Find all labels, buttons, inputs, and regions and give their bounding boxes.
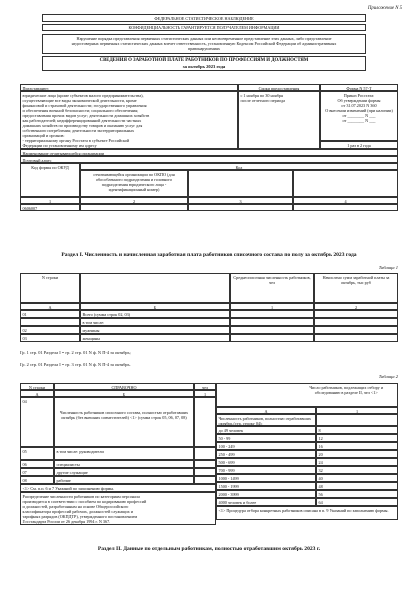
order-line: от ________ N ___ (342, 117, 376, 123)
note-line: тарифных разрядов (ОКПДТР), утвержденного постановлением (22, 513, 138, 519)
t1-head-salary: Начислено сумм заработной платы за октябрь, тыс руб (314, 273, 398, 303)
table1 (20, 273, 398, 343)
who-line: осуществляющие все виды экономической деятельности, кроме (22, 97, 137, 103)
header-block (42, 14, 366, 71)
code-desc-line: подразделения юридического лица - (101, 181, 167, 187)
periodicity: 1 раз в 2 года (320, 141, 398, 149)
t2-input[interactable] (194, 468, 216, 476)
t2-row-name: Численность работников списочного состава, полностью отработавших октябрь (без внешних совместителей) <1> (сумма строк 05, 06, 07, 08) (54, 397, 194, 447)
t1-letter: 1 (230, 303, 314, 310)
t2r-value: 40 (316, 474, 398, 482)
t2-row-name: в том числе: руководители (54, 447, 194, 460)
t2r-value: 16 (316, 442, 398, 450)
t1-row-name: женщины (80, 334, 230, 342)
t2-row-name: другие служащие (54, 468, 194, 476)
t2-note (20, 492, 216, 525)
t2-footnote: <1> См. п.п. 6 и 7 Указаний по заполнению формы. (20, 484, 216, 492)
t2r-header: Число работников, подлежащих отбору и обследованию в разделе II, чел <1> (216, 383, 398, 407)
t1-row-n: 03 (20, 334, 80, 342)
t2-input[interactable] (194, 397, 216, 447)
okud-label: Код формы по ОКУД (20, 163, 80, 197)
t1-row-name: мужчины (80, 326, 230, 334)
table2-right (216, 383, 398, 538)
t1-head-name (80, 273, 230, 303)
t1-letter: 2 (314, 303, 398, 310)
t1-letter: А (20, 303, 80, 310)
postal-address-field[interactable]: Почтовый адрес ___________________________________________ (20, 156, 398, 163)
order-line: от ________ N ___ (342, 112, 376, 118)
when-line: с 1 ноября по 30 ноября (240, 92, 283, 98)
who-line: как работодателей; недифференцированной деятельности частных (22, 117, 142, 123)
who-line: организаций и органов: (22, 133, 65, 139)
t2r-range: 700 - 999 (216, 466, 316, 474)
t1-input[interactable] (230, 326, 314, 334)
t2r-caption-blank (316, 414, 398, 426)
t1-row-name: Всего (сумма строк 02, 03) (80, 310, 230, 318)
t1-input[interactable] (314, 326, 398, 334)
t1-letter: Б (80, 303, 230, 310)
check-rule-2: Гр. 2 стр. 01 Раздела I = гр. 3 стр. 01 N ф. N П-4 за октябрь. (20, 362, 131, 367)
col-num-2: 2 (80, 197, 188, 204)
col-form-header: Форма N 57-Т (320, 84, 398, 91)
t2r-range: 50 - 99 (216, 434, 316, 442)
t2r-range: 250 - 499 (216, 450, 316, 458)
order-text (320, 91, 398, 141)
col-when-header: Сроки предоставления (238, 84, 320, 91)
t1-row-n: 01 (20, 310, 80, 318)
t1-input[interactable] (230, 334, 314, 342)
col-num-4: 4 (293, 197, 398, 204)
t2-row-n: 07 (20, 468, 54, 476)
col-num-3: 3 (188, 197, 293, 204)
t2r-range: 500 - 699 (216, 458, 316, 466)
t2r-range: 4000 человек и более (216, 498, 316, 506)
t2-letter: 1 (194, 390, 216, 397)
t2-row-n: 05 (20, 447, 54, 460)
t2r-range: 1500 - 1999 (216, 482, 316, 490)
section1-title: Раздел I. Численность и начисленная заработная плата работников списочного состава по полу за октябрь 2023 года (61, 252, 357, 258)
who-line: Федерации по установленному им адресу (22, 143, 97, 149)
check-rule-1: Гр. 1 стр. 01 Раздела I = гр. 2 стр. 01 N ф. N П-4 за октябрь; (20, 350, 131, 355)
report-title (42, 56, 366, 72)
t2-input[interactable] (194, 476, 216, 484)
note-line: и должностей, разработанным на основе Общероссийского (22, 503, 129, 509)
t2r-value: 24 (316, 458, 398, 466)
report-title-period: за октябрь 2023 года (182, 63, 226, 69)
t2r-value: 32 (316, 466, 398, 474)
note-line: Распределение численности работников по категориям персонала (22, 493, 140, 499)
report-title-main: СВЕДЕНИЯ О ЗАРАБОТНОЙ ПЛАТЕ РАБОТНИКОВ ПО ПРОФЕССИЯМ И ДОЛЖНОСТЯМ (99, 57, 309, 63)
t2-input[interactable] (194, 447, 216, 460)
table2-label: Таблица 2 (378, 374, 398, 379)
t1-input[interactable] (230, 310, 314, 318)
t1-head-n: N строки (20, 273, 80, 303)
t2r-value: 64 (316, 498, 398, 506)
who-line: юридические лица (кроме субъектов малого предпринимательства), (22, 92, 144, 98)
t2r-range: 100 - 249 (216, 442, 316, 450)
t2r-range: 1000 - 1499 (216, 474, 316, 482)
who-line: - территориальному органу Росстата в субъекте Российской (22, 138, 130, 144)
t2-letter: Б (54, 390, 194, 397)
code-input-3[interactable] (188, 204, 293, 211)
t1-row-n: 02 (20, 326, 80, 334)
t2-row-name: специалисты (54, 460, 194, 468)
col-num-1: 1 (20, 197, 80, 204)
deadline-text (238, 91, 320, 149)
code-label: Код (80, 163, 398, 170)
order-line: Об утверждении формы (337, 97, 381, 103)
t2-input[interactable] (194, 460, 216, 468)
section2-title: Раздел II. Данные по отдельным работникам, полностью отработавшим октябрь 2023 г. (97, 546, 321, 552)
code-blank-1 (188, 170, 293, 197)
t2-letter: А (20, 390, 54, 397)
who-line: домашних хозяйств по производству товаров и оказанию услуг для (22, 123, 143, 129)
note-line: производится в соответствии с пособием по кодированию профессий (22, 498, 147, 504)
t2r-range: 2000 - 3999 (216, 490, 316, 498)
okpo-desc (80, 170, 188, 197)
t1-input[interactable] (314, 334, 398, 342)
t1-input[interactable] (230, 318, 314, 326)
note-line: Госстандарта России от 26 декабря 1994 г. N 367. (22, 518, 111, 524)
t1-row-name: в том числе: (80, 318, 230, 326)
t2-head-ref: СПРАВОЧНО (54, 383, 194, 390)
t1-row-n (20, 318, 80, 326)
okud-code: 0606007 (20, 204, 80, 211)
t1-head-headcount: Среднесписочная численность работников, чел (230, 273, 314, 303)
t2r-value: 20 (316, 450, 398, 458)
code-desc-line: идентификационный номер) (108, 186, 160, 192)
order-line: от 31.07.2023 N 360 (341, 102, 377, 108)
appendix-label: Приложение N 5 (367, 6, 402, 11)
t1-input[interactable] (314, 310, 398, 318)
t2r-footnote: <1> Процедура отбора конкретных работников описана в п. 9 Указаний по заполнению формы. (216, 506, 398, 520)
t2-row-n: 06 (20, 460, 54, 468)
who-line: предоставления прочих видов услуг; деятельности домашних хозяйств (22, 112, 150, 118)
who-line: финансовой и страховой деятельности; государственного управления (22, 102, 147, 108)
table2-left (20, 383, 216, 533)
t2r-value: 48 (316, 482, 398, 490)
t2r-num: 1 (316, 407, 398, 414)
code-input-4[interactable] (293, 204, 398, 211)
t2-row-n: 04 (20, 397, 54, 447)
t2-head-n: N строки (20, 383, 54, 390)
t2r-value: 8 (316, 426, 398, 434)
col-who-header: Представляют: (20, 84, 238, 91)
header-line2: КОНФИДЕНЦИАЛЬНОСТЬ ГАРАНТИРУЕТСЯ ПОЛУЧАТЕЛЕМ ИНФОРМАЦИИ (42, 24, 366, 31)
code-desc-line: обособленного подразделения и головного (95, 176, 173, 182)
t1-input[interactable] (314, 318, 398, 326)
t2r-value: 12 (316, 434, 398, 442)
warning-box (42, 34, 366, 54)
t2-head-unit: чел (194, 383, 216, 390)
t2r-range: до 49 человек (216, 426, 316, 434)
who-line: и обеспечения военной безопасности; социального обеспечения; (22, 107, 139, 113)
when-line: после отчетного периода (240, 97, 285, 103)
warning-line2: недостоверных первичных статистических данных влечет ответственность, установленную Кодексом Российской Федерации об административных (71, 41, 337, 47)
warning-line3: правонарушениях (187, 46, 221, 52)
org-name-field[interactable]: Наименование отчитывающейся организации ___________________________ (20, 149, 398, 156)
who-line: собственного потребления; деятельности экстерриториальных (22, 128, 135, 134)
t2r-value: 56 (316, 490, 398, 498)
code-desc-line: отчитывающейся организации по ОКПО (для (93, 171, 175, 177)
code-blank-2 (293, 170, 398, 197)
t2-row-name: рабочие (54, 476, 194, 484)
t2r-letter: А (216, 407, 316, 414)
order-line: О внесении изменений (при наличии) (325, 107, 393, 113)
table1-label: Таблица 1 (378, 265, 398, 270)
okpo-input[interactable] (80, 204, 188, 211)
note-line: классификатора профессий рабочих, должностей служащих и (22, 508, 133, 514)
header-line1: ФЕДЕРАЛЬНОЕ СТАТИСТИЧЕСКОЕ НАБЛЮДЕНИЕ (42, 14, 366, 22)
t2-row-n: 08 (20, 476, 54, 484)
respondents-text (20, 91, 238, 149)
t2r-caption: Численность работников, полностью отработавших октябрь (стр. строку 04): (216, 414, 316, 426)
order-line: Приказ Росстата: (343, 92, 375, 98)
warning-line1: Нарушение порядка представления первичных статистических данных или несвоевременное представление этих данных, либо представление (76, 36, 332, 41)
